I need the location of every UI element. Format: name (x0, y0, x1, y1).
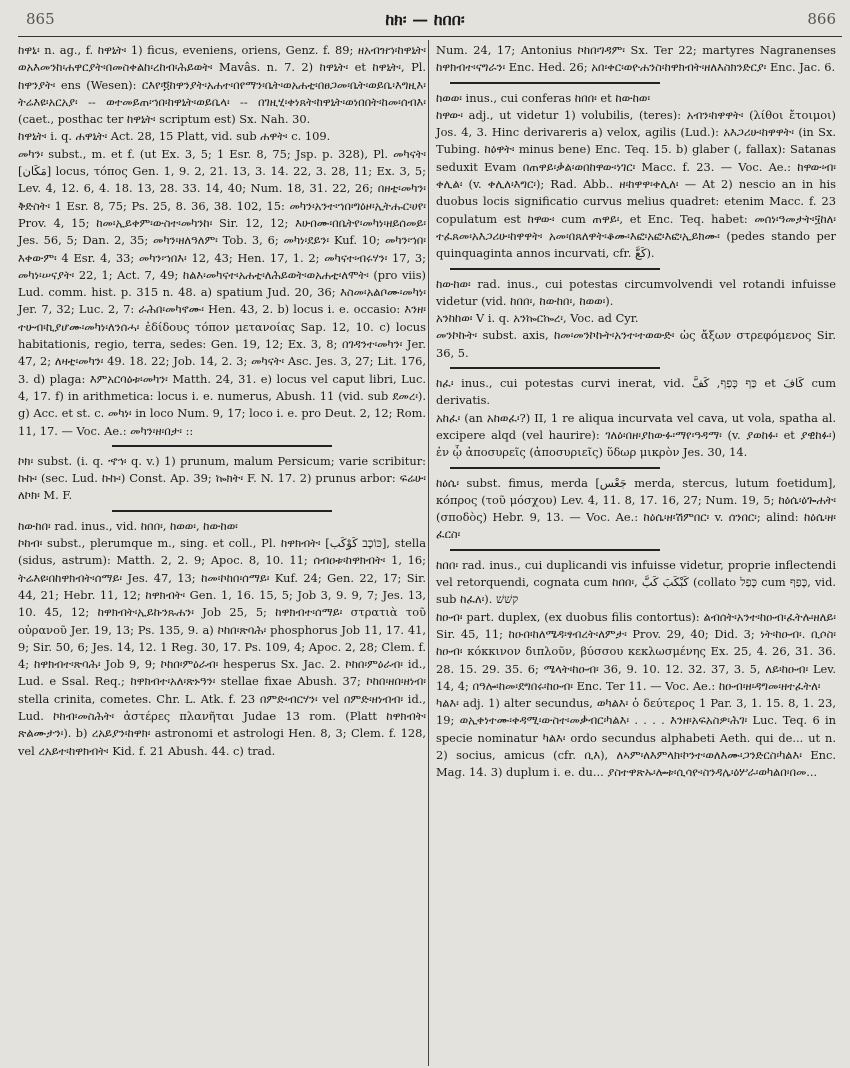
entry-kafa: ከፈ፡ inus., cui potestas curvi inerat, vid. כַּף כָּפַף, كَفَّ et كَافَ cum derivatis. (436, 376, 837, 408)
entry-kaub: ከዑብ፡ part. duplex, (ex duobus filis contortus): ልብሰት፡አንተ፡ከዑብ፡ፈትሉ፡ዘለይ፡ Sir. 45, 11; ከዑበ፡ከለሜዳ፡ፃብረት፡ለምታ፡ Prov. 29, 40; Did. 3; ነት፡ከዑብ፡. ቢሶስ፡ከዑብ፡ κόκκινον διπλοῦν, βύσσου κεκλωσμένης Ex. 25, 4. 26, 31. 36. 28. 15. 29. 35. 6; ሜላት፡ከዑብ፡ 36, 9. 10. 12. 32. 37, 3. 5, ለይ፡ከዑብ፡ Lev. 14, 4; በዓሎ፡ከመ፡ደግበሩ፡ከዑብ፡ Enc. Ter 11. — Voc. Ae.: ከዑብ፡ዘ፡ዳግመ፡ዘተፈትለ፡ (436, 609, 836, 693)
section-separator (450, 268, 660, 270)
page-number-right: 866 (807, 10, 836, 28)
entry-continuation: Num. 24, 17; Antonius ኮከበ፡ገዳም፡ Sx. Ter 22; martyres Nagranenses ከዋክብተ፡ናግራን፡ Enc. Hed. 26; አበ፡ቀር፡ወዮሐንስ፡ከዋክብት፡ዘለእስክንድርያ፡ Enc. Jac. 6. (436, 43, 836, 75)
entry-kale: ካልእ፡ adj. 1) alter secundus, ወካልእ፡ ὁ δεύτερος 1 Par. 3, 1. 15. 8, 1. 23, 19; ወኢቀነተሙ፡ቀዳሚ፡ውስተ፡መቃብር፡ካልእ፡ . . . . እንዘ፡አፍአስዎ፡ሕገ፡ Luc. Teq. 6 in specie nominatur ካልእ፡ ordo secundus alphabeti Aeth. qui de... ut n. 2) socius, amicus (cfr. ቢእ), ለኣም፡ለእምላክ፡ኮንተ፡ወለእሙ፡ጋንድርስ፡ካልእ፡ Enc. Mag. 14. 3) duplum i. e. du... ያስተዋጽኡ፡ሎቱ፡ሲሳዮ፡ስንዳሌ፡ዕሦራ፡ወካልበ፡በመ... (436, 696, 836, 780)
running-header (0, 6, 850, 36)
section-separator (112, 510, 332, 512)
entry-kawaw: ከዋው፡ adj., ut videtur 1) volubilis, (teres): አብን፡ከዋዋት፡ (λίθοι ἔτοιμοι) Jos. 4, 3. Hinc derivareris a) velox, agilis (Lud.): አእጋሪሁ፡ከዋዋት፡ (in Sx. Tubing. ከዕዋት፡ minus bene) Enc. Teq. 15. b) glaber (, fallax): Satanas seduxit Evam በጠዋይ፡ቃል፡ወበከዋው፡ነገር፡ Macc. f. 23. — Voc. Ae.: ከዋው፡ብ፡ቀሊል፡ (v. ቀሊለ፡እግር፡); Rad. Abb.. ዘ፡ከዋዋ፡ቀሊለ፡ — At 2) nescio an in his duobus locis significatio curvus melius quadret: etenim Macc. f. 23 copulatum est ከዋው፡ cum ጠዋይ፡, et Enc. Teq. habet: መሰነ፡ዓመታት፡፶ከለ፡ተፈጸመ፡አእጋሪሁ፡ከዋዋት፡ አመ፡በጸለዋት፡ቆሙ፡እፎ፡አፎ፡እፎ፡ኢይክሙ፡ (pedes stando per quinquaginta annos incurvati, cfr. كَعَّ). (436, 107, 836, 261)
entry-kawanit: ከዋኒት፡ i. q. ሐዋኒት፡ Act. 28, 15 Platt, vid. sub ሐዋት፡ c. 109. (18, 129, 331, 144)
page-number-left: 865 (26, 10, 55, 28)
right-column (436, 42, 836, 782)
entry-kawkawa: ከውከወ፡ rad. inus., cui potestas circumvolvendi vel rotandi infuisse videtur (vid. ከበበ፡, ከውከበ፡, ከወወ፡). (436, 276, 836, 308)
entry-makan: መካን፡ subst., m. et f. (ut Ex. 3, 5; 1 Esr. 8, 75; Jsp. p. 328), Pl. መካናት፡ [مَكَان] locus, τόπος Gen. 1, 9. 2, 21. 13, 3. 14. 22, 3. 28, 11; Ex. 3, 5; Lev. 4, 12. 6, 4. 18. 13, 28. 33. 14, 40; Num. 18, 31. 22, 26; በዘቲ፡መካን፡ቅድስት፡ 1 Esr. 8, 75; Ps. 25, 8. 36, 38. 102, 15: መካን፡አንተ፡ኀበ፡ግዕዞ፡ኢትሑር፡ሀየ፡ Prov. 4, 15; ከመ፡ኢይቀም፡ውስተ፡መካንከ፡ Sir. 12, 12; እሁበሙ፡በቤትየ፡መካነ፡ዘይሰመይ፡ Jes. 56, 5; Dan. 2, 35; መካን፡ዘለዓለም፡ Tob. 3, 6; መካነ፡ደይን፡ Kuf. 10; መካን፡ኀበ፡እቀውም፡ 4 Esr. 4, 33; መካን፡ኀበእ፡ 12, 43; Hen. 17, 1. 2; መካናተ፡ብሩሃን፡ 17, 3; መካነ፡ሠናያት፡ 22, 1; Act. 7, 49; ከልእ፡መካናተ፡አሐቲ፡ለሕይወት፡ወአሐቲ፡ለሞት፡ (pro viis) Lud. comm. hist. p. 315 n. 48. a) spatium Jud. 20, 36; እስመ፡አልቦሙ፡መካነ፡ Jer. 7, 32; Luc. 2, 7: ራሕበ፡መካኖሙ፡ Hen. 43, 2. b) locus i. e. occasio: እንዘ፡ተሁብ፡ኪያሆሙ፡መካነ፡ለንሰሓ፡ ἐδίδους τόπον μετανοίας Sap. 12, 10. c) locus habitationis, regio, terra, sedes: Gen. 19, 12; Ex. 3, 8; በገዳንተ፡መካን፡ Jer. 47, 2; ለዛቲ፡መካን፡ 49. 18. 22; Job. 14, 2. 3; መካናት፡ Asc. Jes. 3, 27; Lit. 176, 3. d) plaga: እምአርባዕቱ፡መካን፡ Matth. 24, 31. e) locus vel caput libri, Luc. 4, 17. f) in arithmetica: locus i. e. numerus, Abush. 11 (vid. sub ደመረ፡). g) Acc. et st. c. መካነ፡ in loco Num. 9, 17; loco i. e. pro Deut. 2, 12; Rom. 11, 17. — Voc. Ae.: መካን፡ዘ፡በታ፡ :: (18, 146, 426, 438)
section-separator (450, 367, 660, 369)
entry-kase: ከዕሴ፡ subst. fimus, merda [جَعْس merda, stercus, lutum foetidum], κόπρος (τοῦ μόσχου) Lev. 4, 11. 8, 17. 16, 27; Num. 19, 5; ከዕሴ፡ዕጐሐት፡ (σποδὸς) Hebr. 9, 13. — Voc. Ae.: ከዕሴ፡ዘ፡ሽምበር፡ v. ሰንበር፡; alind: ከዕሴ፡ዘ፡ፈርስ፡ (436, 475, 836, 542)
entry-kawani: ከዋኒ፡ n. ag., f. ከዋኒት፡ 1) ficus, eveniens, oriens, Genz. f. 89; ዘአብዝኀ፡ከዋኒት፡ወአእመንከ፡ሐዋርያት፡በመስቀልከ፡ረከብ፡ሕይወት፡ Mavâs. n. 7. 2) ከዋኒት፡ et ከዋኒት፡, Pl. ከዋንያት፡ ens (Wesen): ርእየ፡፬ከዋንያት፡አሐተ፡በየማን፡ቤት፡ወአሐቲ፡በፀጋመ፡ቤት፡ወይቤ፡እግዚእ፡ትሬእዩ፡አርአያ፡ -- ወተመይጠ፡ኀበ፡ከዋኒት፡ወይቤላ፡ -- በገዚሂ፡ቀነጸት፡ከዋኒት፡ወነበበት፡ከመ፡ሰብእ፡ (caet., posthac ter ከዋኒት፡ scriptum est) Sx. Nah. 30. (18, 43, 426, 127)
entry-kawkaba: ከውከበ፡ rad. inus., vid. ከበበ፡, ከወወ፡, ከውከወ፡ (18, 518, 238, 533)
entry-kokab: ኮከብ፡ subst., plerumque m., sing. et coll., Pl. ከዋክብት፡ [כּוֹכָב كَوْكَب], stella (sidus, astrum): Matth. 2, 2. 9; Apoc. 8, 10. 11; ሰብዐቱ፡ከዋክብት፡ 1, 16; ትሬእዩ፡በከዋክብት፡ሰማይ፡ Jes. 47, 13; ከመ፡ኮከበ፡ሰማይ፡ Kuf. 24; Gen. 22, 17; Sir. 44, 21; Hebr. 11, 12; ከዋክብት፡ Gen. 1, 16. 15, 5; Job 3, 9. 9, 7; Jes. 13, 10. 45, 12; ከዋክብት፡ኢይኩንጹሐን፡ Job 25, 5; ከዋክብተ፡ሰማይ፡ στρατιὰ τοῦ οὐρανοῦ Jer. 19, 13; Ps. 135, 9. a) ኮከበ፡ጽባሕ፡ phosphorus Job 11, 17. 41, 9; Sir. 50, 6; Jes. 14, 12. 1 Reg. 30, 17. Ps. 109, 4; Apoc. 2, 28; Clem. f. 4; ከዋክብተ፡ጽባሕ፡ Job 9, 9; ኮከበ፡ምዕራብ፡ hesperus Sx. Jac. 2. ኮከበ፡ምዕራብ፡ id., Lud. e Ssal. Req.; ከዋክብተ፡አለ፡ጽኑዓን፡ stellae fixae Abush. 37; ኮከበ፡ዘበ፡ዘነብ፡ stella crinita, cometes. Chr. L. Atk. f. 23 በምድ፡ብርሃን፡ vel በምድ፡ዘነብብ፡ id., Lud. ኮከብ፡መስሕት፡ ἀστέρες πλανῆται Judae 13 rom. (Platt ከዋክብት፡ጽልሙታን፡). b) ረአይያን፡ከዋክ፡ astronomi et astrologi Hen. 8, 3; Clem. f. 128, vel ረአይተ፡ከዋክብት፡ Kid. f. 21 Abush. 44. c) trad. (18, 536, 426, 758)
entry-kababa: ከበበ፡ rad. inus., cui duplicandi vis infuisse videtur, proprie inflectendi vel retorquendi, cognata cum ከበበ፡, كَبْكَبَ كَبَّ (collato כָּפַל cum כָּפַף, vid. sub ከፈለ፡). קשׁשׁ (436, 557, 836, 607)
section-separator (450, 467, 660, 469)
entry-kawawa: ከወወ፡ inus., cui conferas ከበበ፡ et ከውከወ፡ (436, 90, 651, 105)
entry-akafa: አከፈ፡ (an አከወፈ፡?) II, 1 re aliqua incurvata vel cava, ut vola, spatha al. excipere alqd (vel haurire): ገለዕ፡በዘ፡ያከውፉ፡ማየ፡ዓዳማ፡ (v. ያወከፉ፡ et ያዊከፉ፡) ἐν ᾧ ἀποσυρεῖς (ἀποσυριεῖς) ὕδωρ μικρὸν Jes. 30, 14. (436, 410, 836, 460)
section-separator (112, 445, 332, 447)
entry-ankakawa: አንከከወ፡ V i. q. አንኰርኰረ፡, Voc. ad Cyr. (436, 311, 639, 326)
header-rule (18, 36, 842, 37)
section-separator (450, 549, 660, 551)
section-separator (450, 82, 660, 84)
column-divider (428, 40, 429, 1066)
left-column (18, 42, 426, 760)
entry-mankokut: መንኮኩት፡ subst. axis, ከመ፡መንኮኩት፡አንተ፡ተወውድ፡ ὡς ἄξων στρεφόμενος Sir. 36, 5. (436, 328, 836, 360)
entry-kok: ኮክ፡ subst. (i. q. ኆኅ፡ q. v.) 1) prunum, malum Persicum; varie scribitur: ኩኩ፡ (sec. Lud. ኩኩ፡) Const. Ap. 39; ኰክት፡ F. N. 17. 2) prunus arbor: ፍሬሁ፡ለኮክ፡ M. F. (18, 453, 426, 503)
running-title: ከክ፡ — ከበበ፡ (385, 10, 465, 29)
